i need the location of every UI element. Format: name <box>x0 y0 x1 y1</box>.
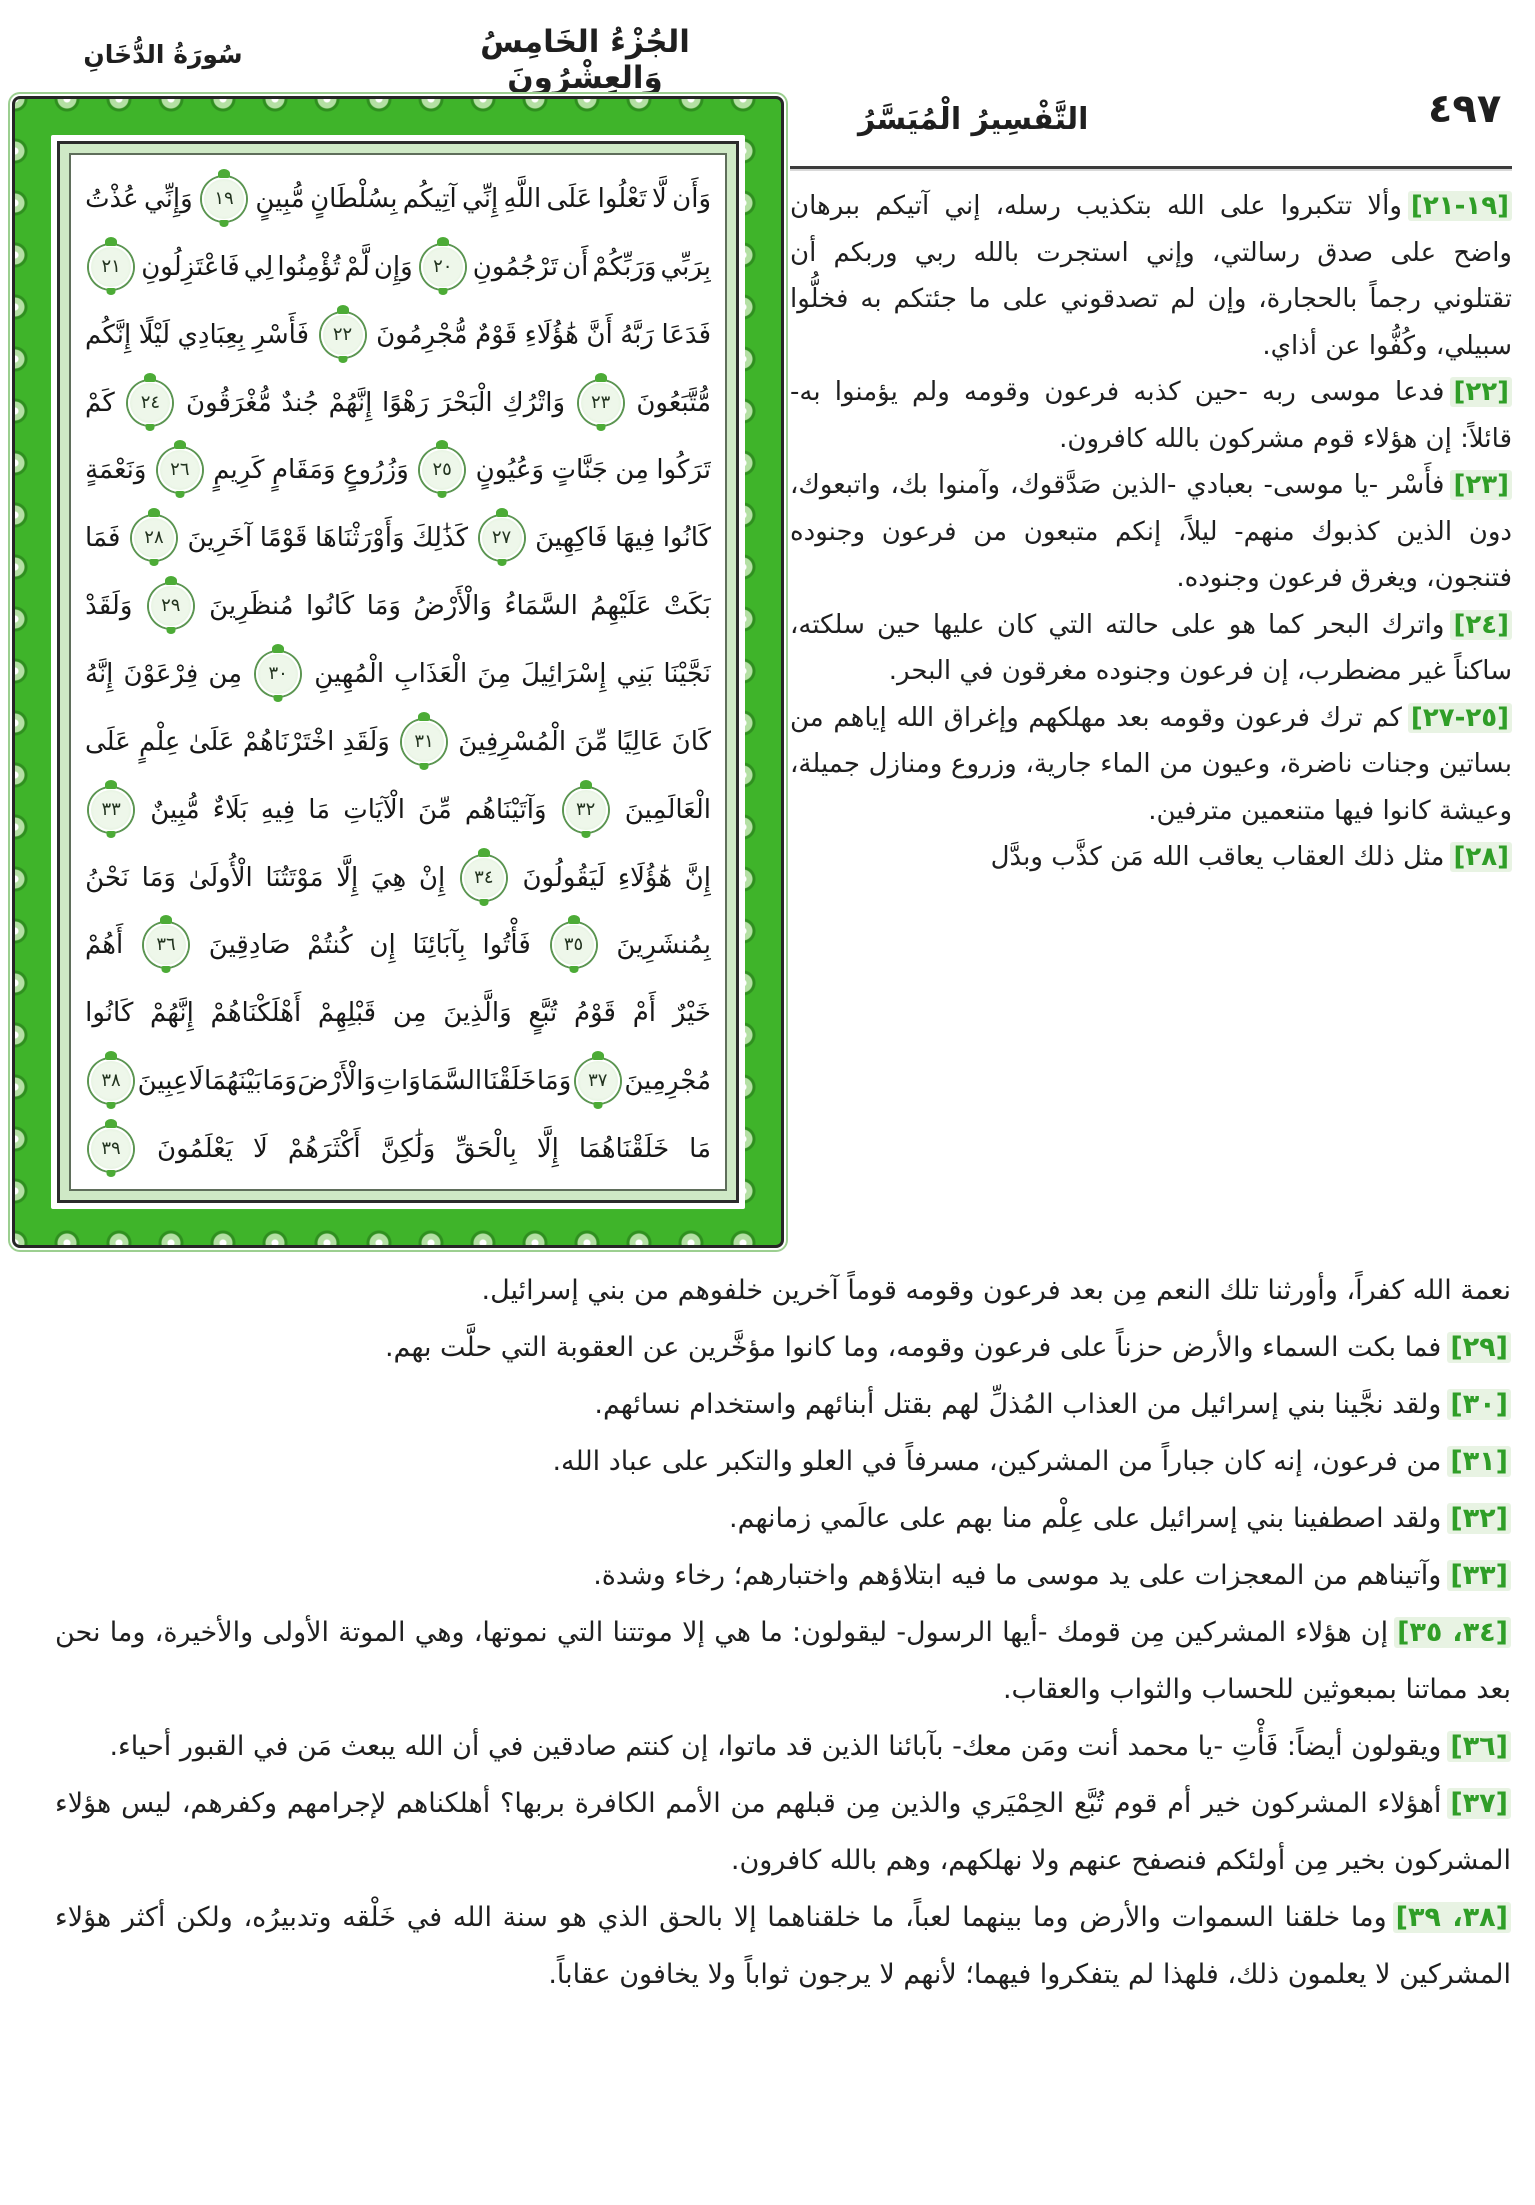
quran-word: خَيْرٌ <box>672 998 711 1029</box>
quran-word: كُنتُمْ <box>307 930 353 961</box>
quran-word: مَا <box>308 794 331 825</box>
ayah-number-medallion: ٣٣ <box>89 788 133 832</box>
quran-word: وَعُيُونٍ <box>475 455 545 486</box>
tafsir-paragraph <box>55 1319 1511 1376</box>
quran-word: كَانُوا <box>305 591 355 622</box>
quran-word: الْمُسْرِفِينَ <box>458 726 567 757</box>
quran-word: مَوْتَتُنَا <box>265 862 324 893</box>
quran-word: أَمْ <box>632 998 657 1029</box>
quran-word: رَبَّهُ <box>620 319 654 350</box>
verse-ref-badge: [٣٢] <box>1447 1503 1511 1534</box>
tafsir-paragraph <box>55 1490 1511 1547</box>
tafsir-text: واترك البحر كما هو على حالته التي كان عليها حين سلكته، ساكناً غير مضطرب، إن فرعون وجنوده مغرقون في البحر. <box>790 609 1512 686</box>
quran-word: الْعَذَابِ <box>394 658 468 689</box>
quran-word: مُّجْرِمُونَ <box>376 319 468 350</box>
quran-word: فَدَعَا <box>661 319 711 350</box>
tafsir-paragraph <box>55 1433 1511 1490</box>
verse-ref-badge: [٢٥-٢٧] <box>1408 703 1512 733</box>
tafsir-text: ويقولون أيضاً: فَأْتِ -يا محمد أنت ومَن معك- بآبائنا الذين قد ماتوا، إن كنتم صادقين في أن الله يبعث مَن في القبور أحياء. <box>109 1731 1442 1762</box>
quran-word: مُجْرِمِينَ <box>624 1066 711 1097</box>
quran-word: مِن <box>615 455 649 486</box>
quran-word: فَاكِهِينَ <box>535 523 608 554</box>
quran-word: كَذَٰلِكَ <box>412 523 468 554</box>
quran-word: إِسْرَائِيلَ <box>521 658 607 689</box>
ayah-number-medallion: ٣٨ <box>89 1059 133 1103</box>
quran-word: وَاتْرُكِ <box>502 387 566 418</box>
quran-word: وَأَوْرَثْنَاهَا <box>315 523 405 554</box>
tafsir-paragraph <box>790 834 1512 881</box>
juz-title: الجُزْءُ الخَامِسُ وَالعِشْرُونَ <box>480 24 690 96</box>
quran-line <box>85 504 711 572</box>
tafsir-paragraph <box>790 602 1512 695</box>
quran-word: وَإِن <box>373 251 413 282</box>
quran-word: مِن <box>392 998 427 1029</box>
quran-word: بِآبَائِنَا <box>412 930 466 961</box>
quran-word: أَهُمْ <box>85 930 124 961</box>
quran-word: تُؤْمِنُوا <box>277 251 341 282</box>
quran-word: إِنَّ <box>684 862 711 893</box>
quran-word: قَبْلِهِمْ <box>317 998 377 1029</box>
quran-word: إِنِّي <box>462 183 499 214</box>
quran-word: عَلَيْهِمُ <box>590 591 652 622</box>
ayah-number-medallion: ٢٦ <box>158 448 202 492</box>
tafsir-text: فما بكت السماء والأرض حزناً على فرعون وقومه، وما كانوا مؤخَّرين عن العقوبة التي حلَّت بهم. <box>384 1332 1442 1363</box>
verse-ref-badge: [٣٨، ٣٩] <box>1393 1902 1511 1933</box>
tafsir-paragraph <box>55 1604 1511 1718</box>
quran-word: مُّتَّبَعُونَ <box>636 387 711 418</box>
quran-word: إِنَّهُمْ <box>150 998 194 1029</box>
quran-word: إِنَّهُ <box>85 658 114 689</box>
quran-word: خَلَقْنَاهُمَا <box>578 1133 670 1164</box>
ayah-number-medallion: ١٩ <box>202 177 246 221</box>
quran-word: مُنظَرِينَ <box>209 591 294 622</box>
quran-word: وَأَن <box>672 183 711 214</box>
quran-word: مَا <box>689 1133 711 1164</box>
quran-word: جَنَّاتٍ <box>551 455 608 486</box>
quran-word: الْأُولَىٰ <box>188 862 253 893</box>
tafsir-text: أهؤلاء المشركون خير أم قوم تُبَّع الحِمْيَري والذين مِن قبلهم من الأمم الكافرة بربها؟ أهلكناهم لإجرامهم وكفرهم، ليس هؤلاء المشركون بخير مِن أولئكم فنصفح عنهم ولا نهلكهم، وهم بالله كافرون. <box>55 1788 1511 1876</box>
tafsir-side-column <box>790 183 1512 1258</box>
quran-line <box>85 165 711 233</box>
quran-word: لَاعِبِينَ <box>137 1066 204 1097</box>
ayah-number-medallion: ٢٨ <box>132 516 176 560</box>
frame-innermost-border <box>69 153 727 1191</box>
quran-word: يَعْلَمُونَ <box>157 1133 233 1164</box>
quran-line <box>85 436 711 504</box>
quran-word: الْبَحْرَ <box>438 387 493 418</box>
tafsir-paragraph <box>790 183 1512 369</box>
tafsir-text: مثل ذلك العقاب يعاقب الله مَن كذَّب وبدَّل <box>990 842 1445 872</box>
quran-word: قَوْمٌ <box>475 319 518 350</box>
quran-word: إِلَّا <box>536 1133 559 1164</box>
quran-line <box>85 844 711 912</box>
tafsir-paragraph <box>55 1547 1511 1604</box>
quran-word: وَمَا <box>536 1066 572 1097</box>
verse-ref-badge: [٢٩] <box>1447 1332 1511 1363</box>
quran-word: بِمُنشَرِينَ <box>616 930 711 961</box>
ayah-number-medallion: ٢٤ <box>128 381 172 425</box>
quran-word: إِن <box>369 930 396 961</box>
quran-word: مُّبِينٍ <box>255 183 305 214</box>
quran-word: عُذْتُ <box>85 183 139 214</box>
quran-word: وَإِنِّي <box>144 183 193 214</box>
ayah-number-medallion: ٣١ <box>402 720 446 764</box>
ayah-number-medallion: ٣٦ <box>144 923 188 967</box>
quran-word: بِعِبَادِي <box>177 319 245 350</box>
quran-line <box>85 640 711 708</box>
quran-word: لِي <box>243 251 274 282</box>
quran-word: قَوْمُ <box>574 998 616 1029</box>
tafsir-paragraph <box>55 1889 1511 2003</box>
quran-line <box>85 776 711 844</box>
quran-word: السَّمَاءُ <box>504 591 578 622</box>
quran-lines <box>71 155 725 1189</box>
quran-word: بِسُلْطَانٍ <box>310 183 398 214</box>
tafsir-text: من فرعون، إنه كان جباراً من المشركين، مسرفاً في العلو والتكبر على عباد الله. <box>552 1446 1442 1477</box>
quran-word: أَنَّ <box>586 319 613 350</box>
quran-word: بِالْحَقِّ <box>455 1133 517 1164</box>
tafsir-text: ولقد نجَّينا بني إسرائيل من العذاب المُذلِّ لهم بقتل أبنائهم واستخدام نسائهم. <box>594 1389 1442 1420</box>
tafsir-text: وآتيناهم من المعجزات على يد موسى ما فيه ابتلاؤهم واختبارهم؛ رخاء وشدة. <box>593 1560 1442 1591</box>
quran-line <box>85 979 711 1047</box>
ayah-number-medallion: ٢٢ <box>321 313 365 357</box>
quran-word: وَلَٰكِنَّ <box>380 1133 436 1164</box>
quran-word: عَلَى <box>546 183 593 214</box>
ayah-number-medallion: ٣٩ <box>89 1127 133 1171</box>
quran-word: وَالْأَرْضَ <box>297 1066 376 1097</box>
quran-word: لَّمْ <box>344 251 370 282</box>
tafsir-paragraph <box>55 1262 1511 1319</box>
quran-word: وَالْأَرْضُ <box>413 591 492 622</box>
quran-line <box>85 233 711 301</box>
quran-word: فَاعْتَزِلُونِ <box>141 251 240 282</box>
ayah-number-medallion: ٣٤ <box>462 856 506 900</box>
quran-word: لَيْلًا <box>138 319 170 350</box>
quran-word: أَن <box>562 251 589 282</box>
quran-word: فِرْعَوْنَ <box>123 658 199 689</box>
quran-word: السَّمَاوَاتِ <box>376 1066 483 1097</box>
verse-ref-badge: [٢٢] <box>1450 377 1512 407</box>
quran-word: إِنَّكُم <box>85 319 132 350</box>
quran-word: مِّنَ <box>574 726 609 757</box>
quran-word: فَأَسْرِ <box>252 319 310 350</box>
verse-ref-badge: [٢٤] <box>1450 610 1512 640</box>
quran-word: عِلْمٍ <box>139 726 181 757</box>
quran-word: نَحْنُ <box>85 862 129 893</box>
quran-word: اخْتَرْنَاهُمْ <box>242 726 335 757</box>
frame-white-gap <box>51 135 745 1209</box>
quran-word: بَلَاءٌ <box>212 794 248 825</box>
quran-word: وَمَا <box>141 862 176 893</box>
ayah-number-medallion: ٢٩ <box>149 584 193 628</box>
quran-word: بِرَبِّي <box>660 251 711 282</box>
ayah-number-medallion: ٢٠ <box>421 245 465 289</box>
tafsir-text: فدعا موسى ربه -حين كذبه فرعون وقومه ولم يؤمنوا به- قائلاً: إن هؤلاء قوم مشركون بالله كافرون. <box>790 377 1512 454</box>
quran-word: هَٰؤُلَاءِ <box>617 862 673 893</box>
header-divider-rule <box>790 166 1512 169</box>
quran-word: اللَّهِ <box>503 183 542 214</box>
quran-line <box>85 1115 711 1183</box>
quran-word: كَرِيمٍ <box>213 455 265 486</box>
quran-word: فِيهَا <box>615 523 656 554</box>
quran-line <box>85 1047 711 1115</box>
quran-word: مُّغْرَقُونَ <box>185 387 272 418</box>
quran-word: كَانَ <box>671 726 711 757</box>
quran-word: مِّنَ <box>418 794 452 825</box>
quran-line <box>85 369 711 437</box>
quran-word: فَمَا <box>85 523 121 554</box>
quran-word: وَزُرُوعٍ <box>343 455 409 486</box>
frame-inner-border <box>57 141 739 1203</box>
verse-ref-badge: [١٩-٢١] <box>1408 191 1512 221</box>
tafsir-text: إن هؤلاء المشركين مِن قومك -أيها الرسول- ليقولون: ما هي إلا موتتنا التي نموتها، وهي الموتة الأولى والأخيرة، وما نحن بعد مماتنا بمبعوثين للحساب والثواب والعقاب. <box>55 1617 1511 1705</box>
quran-ornamental-frame <box>12 96 784 1248</box>
quran-word: جُندٌ <box>281 387 319 418</box>
quran-word: تَرَكُوا <box>656 455 711 486</box>
quran-word: هِيَ <box>370 862 407 893</box>
quran-word: الْآيَاتِ <box>343 794 405 825</box>
ayah-number-medallion: ٢٥ <box>420 448 464 492</box>
quran-word: إِلَّا <box>336 862 359 893</box>
quran-word: وَلَقَدْ <box>85 591 133 622</box>
tafsir-paragraph <box>55 1376 1511 1433</box>
quran-word: وَرَبِّكُمْ <box>592 251 657 282</box>
quran-word: كَمْ <box>85 387 115 418</box>
verse-ref-badge: [٣٣] <box>1447 1560 1511 1591</box>
quran-word: نَجَّيْنَا <box>663 658 711 689</box>
quran-word: مِنَ <box>477 658 511 689</box>
quran-word: كَانُوا <box>662 523 711 554</box>
quran-line <box>85 911 711 979</box>
quran-word: فِيهِ <box>260 794 296 825</box>
quran-word: بَيْنَهُمَا <box>203 1066 262 1097</box>
quran-word: تُبَّعٍ <box>528 998 558 1029</box>
quran-word: وَمَا <box>262 1066 297 1097</box>
verse-ref-badge: [٣٤، ٣٥] <box>1394 1617 1511 1648</box>
tafsir-paragraph <box>55 1775 1511 1889</box>
quran-word: صَادِقِينَ <box>208 930 291 961</box>
quran-word: قَوْمًا <box>259 523 308 554</box>
ayah-number-medallion: ٢٣ <box>579 381 623 425</box>
tafsir-text: كم ترك فرعون وقومه بعد مهلكهم وإغراق الله إياهم من بساتين وجنات ناضرة، وعيون من الماء جارية، وزروع ومنازل جميلة، وعيشة كانوا فيها متنعمين مترفين. <box>790 702 1512 826</box>
verse-ref-badge: [٢٨] <box>1450 842 1512 872</box>
quran-word: وَنَعْمَةٍ <box>85 455 147 486</box>
quran-word: مُّبِينٌ <box>150 794 200 825</box>
quran-word: فَأْتُوا <box>482 930 531 961</box>
quran-line <box>85 301 711 369</box>
quran-word: آخَرِينَ <box>187 523 253 554</box>
quran-word: هَٰؤُلَاءِ <box>524 319 579 350</box>
ayah-number-medallion: ٢٧ <box>480 516 524 560</box>
quran-word: تَعْلُوا <box>597 183 647 214</box>
quran-word: كَانُوا <box>85 998 134 1029</box>
tafsir-book-title: التَّفْسِيرُ الْمُيَسَّرُ <box>858 102 1089 137</box>
tafsir-full-width-block <box>55 1262 1511 2003</box>
quran-word: مِن <box>208 658 243 689</box>
ayah-number-medallion: ٣٢ <box>564 788 608 832</box>
tafsir-text: وألا تتكبروا على الله بتكذيب رسله، إني آتيكم ببرهان واضح على صدق رسالتي، وإني استجرت بالله ربي وربكم أن تقتلوني رجماً بالحجارة، وإن لم تصدقوني على ما جئتكم به فخلُّوا سبيلي، وكُفُّوا عن أذاي. <box>790 191 1512 361</box>
tafsir-paragraph <box>55 1718 1511 1775</box>
verse-ref-badge: [٣٦] <box>1447 1731 1511 1762</box>
quran-line <box>85 708 711 776</box>
verse-ref-badge: [٣٧] <box>1447 1788 1511 1819</box>
quran-word: أَهْلَكْنَاهُمْ <box>210 998 302 1029</box>
ayah-number-medallion: ٣٧ <box>576 1059 620 1103</box>
verse-ref-badge: [٢٣] <box>1450 470 1512 500</box>
ayah-number-medallion: ٣٥ <box>552 923 596 967</box>
quran-word: تَرْجُمُونِ <box>472 251 559 282</box>
quran-word: وَمَا <box>366 591 401 622</box>
tafsir-text: نعمة الله كفراً، وأورثنا تلك النعم مِن بعد فرعون وقومه قوماً آخرين خلفوهم من بني إسرائيل. <box>481 1275 1511 1306</box>
quran-word: آتِيكُم <box>402 183 457 214</box>
quran-word: وَآتَيْنَاهُم <box>464 794 547 825</box>
surah-title: سُورَةُ الدُّخَانِ <box>83 40 243 69</box>
quran-word: وَلَقَدِ <box>342 726 390 757</box>
quran-word: الْعَالَمِينَ <box>624 794 711 825</box>
quran-word: بَنِي <box>616 658 654 689</box>
page-number: ٤٩٧ <box>1428 86 1502 132</box>
quran-word: وَالَّذِينَ <box>443 998 512 1029</box>
tafsir-text: فأَسْر -يا موسى- بعبادي -الذين صَدَّقوك، وآمنوا بك، واتبعوك، دون الذين كذبوك منهم- ليلاً، إنكم متبعون من فرعون وجنوده فتنجون، ويغرق فرعون وجنوده. <box>790 470 1512 593</box>
quran-word: وَمَقَامٍ <box>271 455 336 486</box>
tafsir-paragraph <box>790 462 1512 602</box>
quran-word: إِنَّهُمْ <box>328 387 373 418</box>
quran-line <box>85 572 711 640</box>
quran-word: عَلَىٰ <box>188 726 235 757</box>
quran-word: عَلَى <box>85 726 131 757</box>
quran-word: لَا <box>252 1133 268 1164</box>
quran-word: لَّا <box>651 183 667 214</box>
quran-word: رَهْوًا <box>381 387 429 418</box>
verse-ref-badge: [٣٠] <box>1447 1389 1511 1420</box>
quran-word: لَيَقُولُونَ <box>522 862 606 893</box>
tafsir-text: وما خلقنا السموات والأرض وما بينهما لعباً، ما خلقناهما إلا بالحق الذي هو سنة الله في خَلْقه وتدبيرُه، ولكن أكثر هؤلاء المشركين لا يعلمون ذلك، فلهذا لم يتفكروا فيهما؛ لأنهم لا يرجون ثواباً ولا يخافون عقاباً. <box>55 1902 1511 1990</box>
quran-word: إِنْ <box>418 862 446 893</box>
frame-green-band <box>60 144 736 1200</box>
quran-word: خَلَقْنَا <box>482 1066 537 1097</box>
quran-word: عَالِيًا <box>616 726 664 757</box>
ayah-number-medallion: ٣٠ <box>256 652 300 696</box>
tafsir-paragraph <box>790 369 1512 462</box>
verse-ref-badge: [٣١] <box>1447 1446 1511 1477</box>
quran-word: أَكْثَرَهُمْ <box>287 1133 361 1164</box>
ayah-number-medallion: ٢١ <box>89 245 133 289</box>
quran-word: الْمُهِينِ <box>314 658 385 689</box>
quran-word: بَكَتْ <box>663 591 711 622</box>
tafsir-paragraph <box>790 695 1512 835</box>
tafsir-text: ولقد اصطفينا بني إسرائيل على عِلْم منا بهم على عالَمي زمانهم. <box>729 1503 1442 1534</box>
